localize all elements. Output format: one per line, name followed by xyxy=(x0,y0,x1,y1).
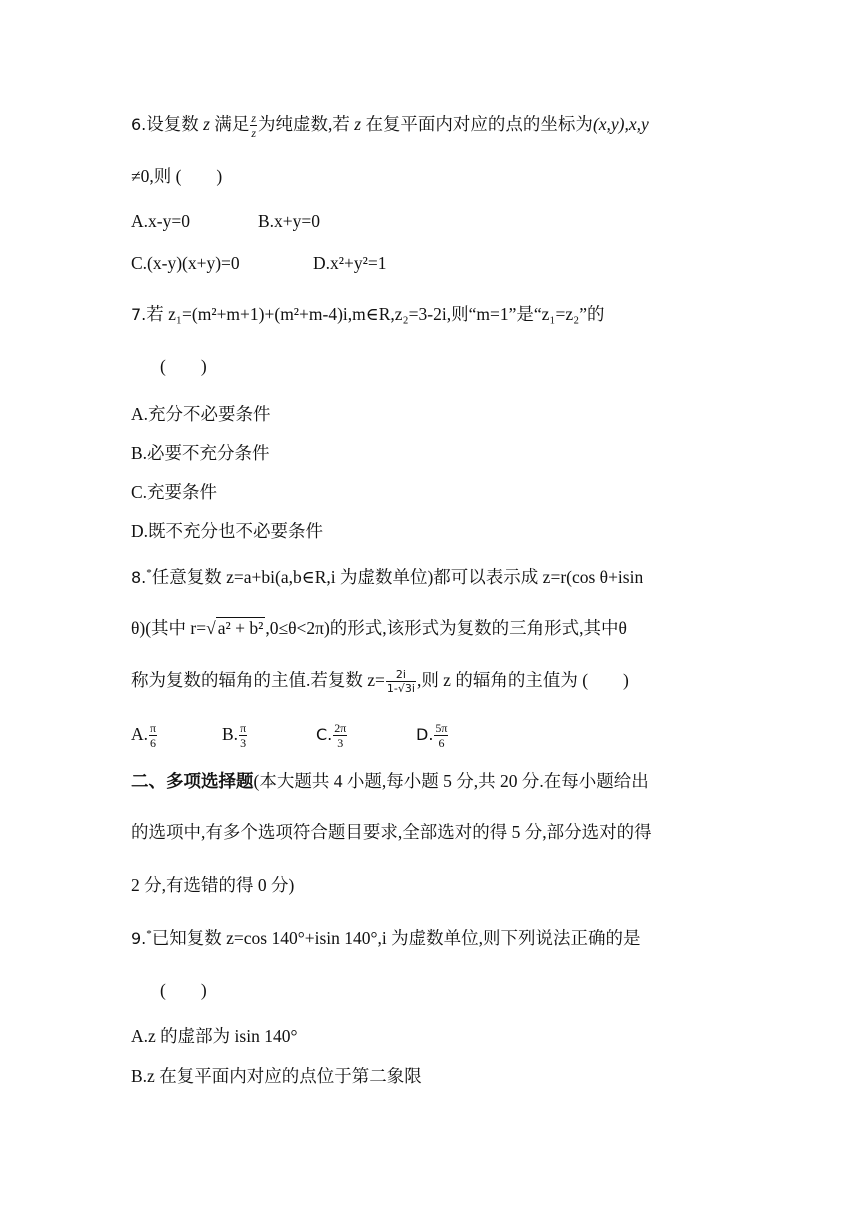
q6-coord: (x,y),x,y xyxy=(592,114,649,134)
q6-option-c: C.(x-y)(x+y)=0 xyxy=(131,253,240,273)
section2-heading: 二、多项选择题 xyxy=(131,771,254,791)
q7-option-d: D.既不充分也不必要条件 xyxy=(131,521,324,541)
q7-option-c: C.充要条件 xyxy=(131,482,218,502)
q7-option-a: A.充分不必要条件 xyxy=(131,404,271,424)
section2-line2: 的选项中,有多个选项符合题目要求,全部选对的得 5 分,部分选对的得 xyxy=(131,822,652,842)
q9-stem: 已知复数 z=cos 140°+isin 140°,i 为虚数单位,则下列说法正确的是 xyxy=(151,928,641,948)
sqrt-symbol: √ a² + b² xyxy=(206,618,264,638)
q8-line1: 8.*任意复数 z=a+bi(a,b∈R,i 为虚数单位)都可以表示成 z=r(cos θ+isin xyxy=(131,567,644,587)
q6-line2: ≠0,则 ( ) xyxy=(131,166,223,186)
q9-number: 9. xyxy=(131,929,147,948)
q8-option-b: B. $\frac{\pi}{3}$ xyxy=(222,721,247,751)
q7-line1 xyxy=(131,302,605,327)
q7-option-b: B.必要不充分条件 xyxy=(131,443,270,463)
q9-line1 xyxy=(131,926,641,951)
q9-option-a: A.z 的虚部为 isin 140° xyxy=(131,1026,298,1046)
q8-option-c: C. $\frac{2\pi}{3}$ xyxy=(316,721,347,751)
q7-stem: 若 z₁=(m²+m+1)+(m²+m-4)i,m∈R,z₂=3-2i,则“m=1”是“z₁=z₂”的 xyxy=(146,304,605,324)
q6-line1: 6.设复数 z 满足 $\frac{z}{z}$ 为纯虚数,若 z 在复平面内对应的点的坐标为(x,y),x,y xyxy=(131,111,649,141)
q6-option-d: D.x²+y²=1 xyxy=(313,253,387,273)
section2-line1: 二、多项选择题(本大题共 4 小题,每小题 5 分,共 20 分.在每小题给出 xyxy=(131,771,649,791)
q9-option-b: B.z 在复平面内对应的点位于第二象限 xyxy=(131,1066,422,1086)
q8-option-a: A. $\frac{\pi}{6}$ xyxy=(131,721,157,751)
q7-answer-paren: ( ) xyxy=(160,356,207,376)
q8-star: * xyxy=(146,567,152,580)
q8-line3: 称为复数的辐角的主值.若复数 z= $\frac{2i}{1-√3i}$ ,则 z 的辐角的主值为 ( ) xyxy=(131,668,629,696)
q8-number: 8. xyxy=(131,568,147,587)
q9-star: * xyxy=(146,928,152,941)
q8-line2: θ)(其中 r=√ a² + b² ,0≤θ<2π)的形式,该形式为复数的三角形式,其中θ xyxy=(131,618,627,638)
q8-option-d: D. $\frac{5\pi}{6}$ xyxy=(416,721,448,751)
q9-answer-paren: ( ) xyxy=(160,980,207,1000)
q7-number: 7. xyxy=(131,305,147,324)
q6-number: 6. xyxy=(131,115,147,134)
q8-fraction: $\frac{2i}{1-√3i}$ xyxy=(386,668,415,696)
q6-option-b: B.x+y=0 xyxy=(258,211,321,231)
section2-line3: 2 分,有选错的得 0 分) xyxy=(131,875,295,895)
q6-fraction: $\frac{z}{z}$ xyxy=(251,111,256,141)
q6-option-a: A.x-y=0 xyxy=(131,211,190,231)
